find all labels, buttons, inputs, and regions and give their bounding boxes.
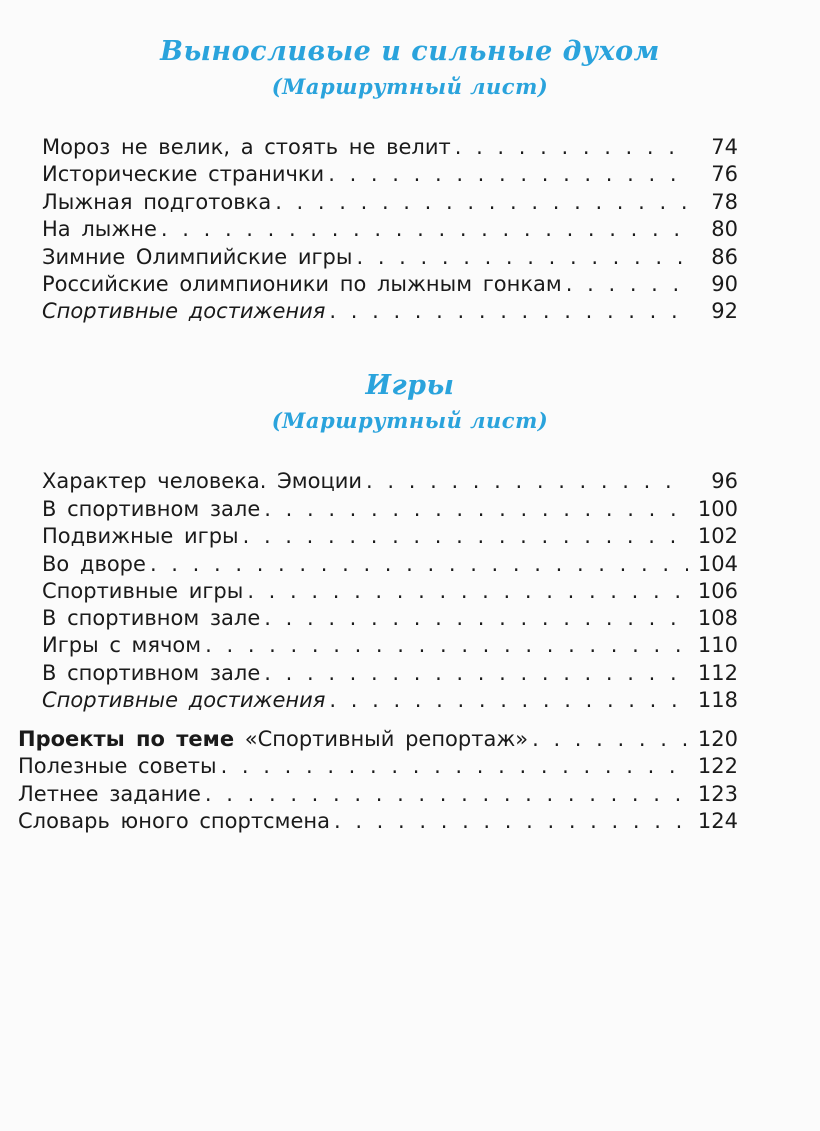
toc-entry-label: Полезные советы [18,754,217,778]
dot-leader [161,215,688,243]
toc-entry-label: Характер человека. Эмоции [42,469,363,493]
toc-entry-label: Лыжная подготовка [42,190,272,214]
toc-entry[interactable] [18,752,738,780]
toc-entry[interactable] [18,780,738,808]
dot-leader [566,270,688,298]
toc-entry-label: Словарь юного спортсмена [18,809,330,833]
toc-entry[interactable] [42,631,738,659]
dot-leader [366,467,688,495]
toc-entry-label: Спортивные достижения [42,688,326,712]
dot-leader [243,522,688,550]
toc-entry-page: 118 [697,688,738,712]
toc-entry-page: 90 [711,272,738,296]
toc-entry-label: В спортивном зале [42,497,261,521]
toc-entry-page: 102 [697,524,738,548]
toc-entry[interactable] [18,807,738,835]
toc-entry-label: Российские олимпионики по лыжным гонкам [42,272,562,296]
toc-entry-page: 112 [697,661,738,685]
toc-entry[interactable] [42,467,738,495]
toc-entry-label: Зимние Олимпийские игры [42,245,353,269]
dot-leader [264,659,688,687]
toc-entry-page: 80 [711,217,738,241]
toc-entry-label: Спортивные игры [42,579,244,603]
toc-entry-label: Во дворе [42,552,146,576]
dot-leader [264,495,688,523]
toc-entry-page: 86 [711,245,738,269]
toc-entry-projects[interactable] [18,725,738,753]
toc-entry[interactable] [42,270,738,298]
toc-entry-label: На лыжне [42,217,157,241]
dot-leader [264,604,688,632]
toc-entry-page: 122 [697,754,738,778]
toc-entry-page: 120 [697,727,738,751]
toc-entry-label: Игры с мячом [42,633,202,657]
toc-entry-label: Летнее задание [18,782,201,806]
section-2-subtitle: (Маршрутный лист) [271,408,549,433]
dot-leader [455,133,688,161]
dot-leader [329,686,688,714]
dot-leader [275,188,688,216]
toc-entry-label [18,725,528,753]
toc-entry[interactable] [42,133,738,161]
section-1-subtitle: (Маршрутный лист) [271,74,549,99]
toc-entry[interactable] [42,215,738,243]
dot-leader [356,243,688,271]
toc-entry-label: В спортивном зале [42,661,261,685]
toc-entry-label: В спортивном зале [42,606,261,630]
toc-entry[interactable] [42,577,738,605]
dot-leader [328,160,688,188]
projects-bold-text: Проекты по теме [18,727,235,751]
dot-leader [205,631,688,659]
toc-entry[interactable] [42,160,738,188]
toc-entry[interactable] [42,297,738,325]
toc-entry-page: 104 [697,552,738,576]
toc-entry-page: 78 [711,190,738,214]
toc-entry-page: 106 [697,579,738,603]
dot-leader [329,297,688,325]
toc-entry-page: 76 [711,162,738,186]
dot-leader [221,752,688,780]
projects-rest-text: «Спортивный репортаж» [244,727,529,751]
toc-entry[interactable] [42,659,738,687]
toc-entry[interactable] [42,686,738,714]
toc-entry-page: 123 [697,782,738,806]
toc-entry[interactable] [42,243,738,271]
toc-entry-page: 96 [711,469,738,493]
dot-leader [247,577,688,605]
dot-leader [334,807,688,835]
toc-entry-page: 108 [697,606,738,630]
toc-entry-page: 110 [697,633,738,657]
toc-entry[interactable] [42,604,738,632]
dot-leader [150,550,688,578]
toc-entry-page: 124 [697,809,738,833]
toc-entry[interactable] [42,550,738,578]
toc-entry-label: Мороз не велик, а стоять не велит [42,135,451,159]
dot-leader [532,725,688,753]
toc-entry[interactable] [42,188,738,216]
toc-entry-page: 92 [711,299,738,323]
toc-entry-page: 74 [711,135,738,159]
toc-entry[interactable] [42,522,738,550]
toc-entry-label: Подвижные игры [42,524,239,548]
dot-leader [205,780,688,808]
section-2-title: Игры [365,370,455,401]
section-1-title: Выносливые и сильные духом [160,36,660,67]
toc-entry-label: Спортивные достижения [42,299,326,323]
toc-entry[interactable] [42,495,738,523]
toc-entry-label: Исторические странички [42,162,325,186]
toc-entry-page: 100 [697,497,738,521]
